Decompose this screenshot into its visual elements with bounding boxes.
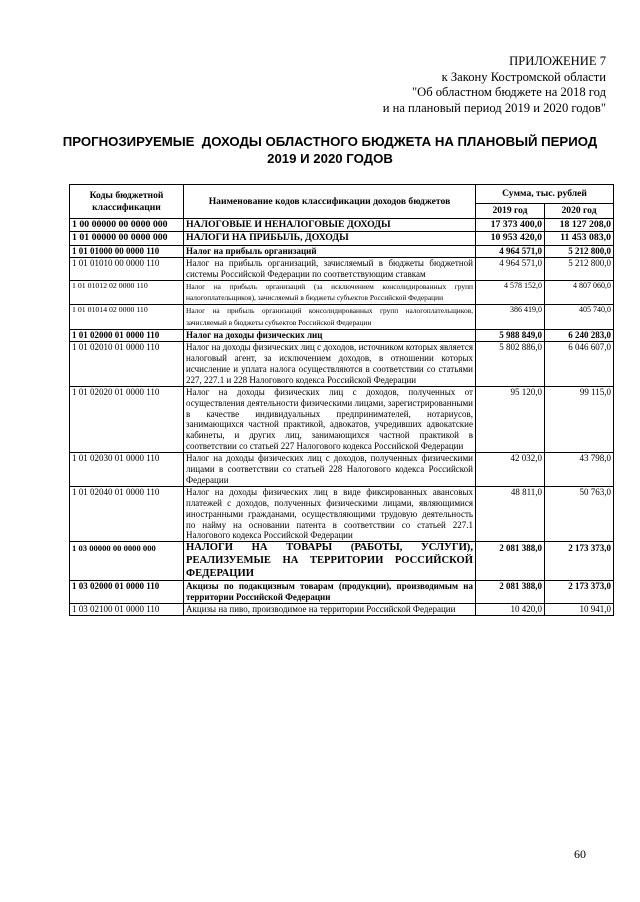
row-value-2019: 48 811,0	[476, 486, 545, 542]
table-row	[70, 486, 614, 542]
row-value-2019: 2 081 388,0	[476, 581, 545, 604]
row-value-2020: 11 453 083,0	[545, 232, 614, 245]
row-value-2019: 4 964 571,0	[476, 245, 545, 257]
row-value-2019: 95 120,0	[476, 386, 545, 452]
title-line-2: 2019 И 2020 ГОДОВ	[267, 151, 393, 166]
table-row	[70, 245, 614, 257]
table-row	[70, 219, 614, 232]
table-row	[70, 330, 614, 342]
row-code: 1 01 02010 01 0000 110	[70, 342, 184, 387]
row-code: 1 01 01000 00 0000 110	[70, 245, 184, 257]
row-value-2019: 5 988 849,0	[476, 330, 545, 342]
appendix-line-3: "Об областном бюджете на 2018 год	[411, 85, 606, 100]
row-name: НАЛОГИ НА ПРИБЫЛЬ, ДОХОДЫ	[184, 232, 476, 245]
row-name: НАЛОГИ НА ТОВАРЫ (РАБОТЫ, УСЛУГИ), РЕАЛИЗУЕМЫЕ НА ТЕРРИТОРИИ РОССИЙСКОЙ ФЕДЕРАЦИИ	[184, 542, 476, 581]
row-value-2020: 2 173 373,0	[545, 542, 614, 581]
row-value-2020: 50 763,0	[545, 486, 614, 542]
row-value-2019: 17 373 400,0	[476, 219, 545, 232]
page-number: 60	[574, 847, 586, 861]
title-line-1: ПРОГНОЗИРУЕМЫЕ ДОХОДЫ ОБЛАСТНОГО БЮДЖЕТА НА ПЛАНОВЫЙ ПЕРИОД	[62, 134, 598, 149]
table-row	[70, 342, 614, 387]
table-row	[70, 386, 614, 452]
row-value-2020: 99 115,0	[545, 386, 614, 452]
row-name: Налог на доходы физических лиц с доходов, полученных от осуществления деятельности физическими лицами, зарегистрированными в качестве индивидуальных предпринимателей, нотариусов, занимающихся частной практикой, адвокатов, учредивших адвокатские кабинеты, и других лиц, занимающихся частной практикой в соответствии со статьей 227 Налогового кодекса Российской Федерации	[184, 386, 476, 452]
row-code: 1 03 00000 00 0000 000	[70, 542, 184, 581]
row-value-2020: 5 212 800,0	[545, 245, 614, 257]
row-name: Акцизы по подакцизным товарам (продукции), производимым на территории Российской Федерации	[184, 581, 476, 604]
appendix-line-2: к Закону Костромской области	[441, 69, 606, 84]
row-value-2019: 2 081 388,0	[476, 542, 545, 581]
row-value-2019: 386 419,0	[476, 305, 545, 330]
row-value-2019: 5 802 886,0	[476, 342, 545, 387]
row-code: 1 01 02030 01 0000 110	[70, 453, 184, 487]
row-value-2020: 43 798,0	[545, 453, 614, 487]
row-name: Налог на прибыль организаций консолидированных групп налогоплательщиков, зачисляемый в бюджеты субъектов Российской Федерации	[184, 305, 476, 330]
row-value-2020: 4 807 060,0	[545, 280, 614, 305]
row-name: Налог на прибыль организаций	[184, 245, 476, 257]
document-title	[60, 133, 600, 167]
header-year-2019: 2019 год	[476, 204, 545, 219]
row-code: 1 01 02040 01 0000 110	[70, 486, 184, 542]
row-value-2019: 10 420,0	[476, 603, 545, 615]
table-row	[70, 257, 614, 280]
row-name: Налог на прибыль организаций (за исключением консолидированных групп налогоплательщиков), зачисляемый в бюджеты субъектов Российской Федерации	[184, 280, 476, 305]
row-name: Налог на доходы физических лиц	[184, 330, 476, 342]
row-value-2020: 10 941,0	[545, 603, 614, 615]
row-code: 1 00 00000 00 0000 000	[70, 219, 184, 232]
table-row	[70, 305, 614, 330]
header-sum: Сумма, тыс. рублей	[476, 185, 614, 204]
table-row	[70, 232, 614, 245]
table-row	[70, 581, 614, 604]
row-value-2020: 405 740,0	[545, 305, 614, 330]
table-row	[70, 542, 614, 581]
row-code: 1 01 02000 01 0000 110	[70, 330, 184, 342]
row-code: 1 01 01014 02 0000 110	[70, 305, 184, 330]
appendix-line-4: и на плановый период 2019 и 2020 годов"	[382, 100, 606, 115]
appendix-header	[383, 54, 606, 116]
row-name: НАЛОГОВЫЕ И НЕНАЛОГОВЫЕ ДОХОДЫ	[184, 219, 476, 232]
table-row	[70, 603, 614, 615]
row-code: 1 01 01010 00 0000 110	[70, 257, 184, 280]
row-value-2020: 6 046 607,0	[545, 342, 614, 387]
row-code: 1 01 00000 00 0000 000	[70, 232, 184, 245]
row-name: Налог на доходы физических лиц с доходов, полученных физическими лицами в соответствии со статьей 228 Налогового кодекса Российской Федерации	[184, 453, 476, 487]
row-code: 1 01 01012 02 0000 110	[70, 280, 184, 305]
header-year-2020: 2020 год	[545, 204, 614, 219]
row-name: Налог на доходы физических лиц в виде фиксированных авансовых платежей с доходов, полученных физическими лицами, являющимися иностранными гражданами, осуществляющими трудовую деятельность по найму на основании патента в соответствии со статьей 227.1 Налогового кодекса Российской Федерации	[184, 486, 476, 542]
row-code: 1 03 02100 01 0000 110	[70, 603, 184, 615]
row-value-2020: 5 212 800,0	[545, 257, 614, 280]
row-value-2020: 18 127 208,0	[545, 219, 614, 232]
appendix-line-1: ПРИЛОЖЕНИЕ 7	[509, 54, 606, 68]
row-name: Налог на прибыль организаций, зачисляемый в бюджеты бюджетной системы Российской Федерации по соответствующим ставкам	[184, 257, 476, 280]
row-value-2019: 4 578 152,0	[476, 280, 545, 305]
row-value-2020: 6 240 283,0	[545, 330, 614, 342]
header-codes: Коды бюджетной классификации	[70, 185, 184, 219]
row-value-2020: 2 173 373,0	[545, 581, 614, 604]
table-row	[70, 280, 614, 305]
row-name: Акцизы на пиво, производимое на территории Российской Федерации	[184, 603, 476, 615]
row-value-2019: 4 964 571,0	[476, 257, 545, 280]
table-row	[70, 453, 614, 487]
row-code: 1 03 02000 01 0000 110	[70, 581, 184, 604]
row-code: 1 01 02020 01 0000 110	[70, 386, 184, 452]
header-name: Наименование кодов классификации доходов бюджетов	[184, 185, 476, 219]
row-value-2019: 42 032,0	[476, 453, 545, 487]
row-value-2019: 10 953 420,0	[476, 232, 545, 245]
row-name: Налог на доходы физических лиц с доходов, источником которых является налоговый агент, за исключением доходов, в отношении которых исчисление и уплата налога осуществляются в соответствии со статьями 227, 227.1 и 228 Налогового кодекса Российской Федерации	[184, 342, 476, 387]
income-table	[69, 184, 614, 616]
